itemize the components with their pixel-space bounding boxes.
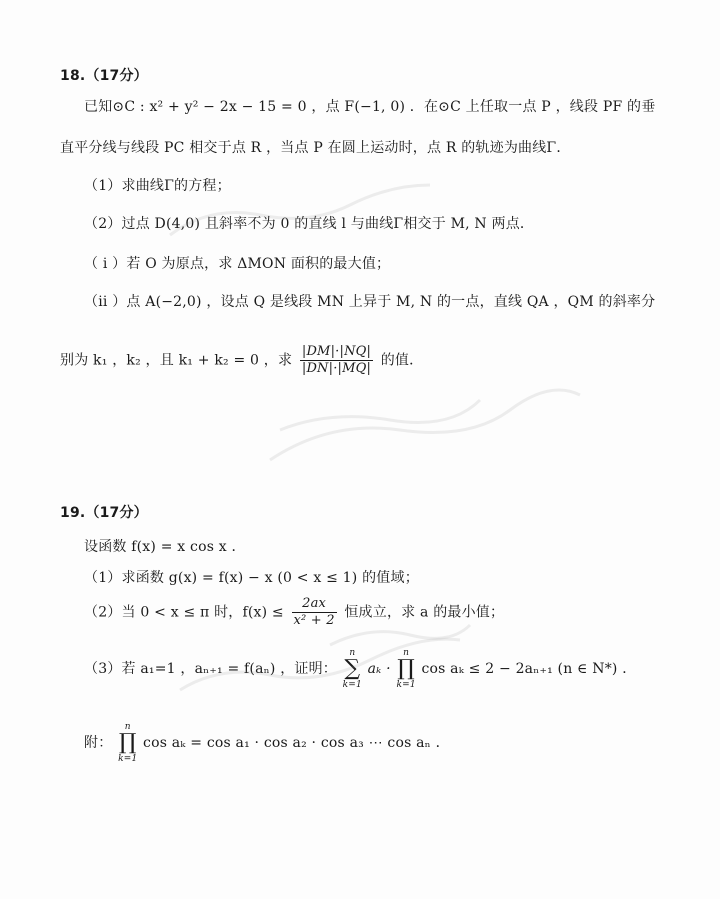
q19-part2-numerator: 2ax bbox=[292, 596, 337, 613]
q19-line1: 设函数 f(x) = x cos x ． bbox=[84, 539, 246, 555]
product-symbol: ∏ bbox=[397, 656, 415, 681]
product-lower-limit: k=1 bbox=[396, 680, 416, 690]
note-prefix: 附： bbox=[84, 735, 113, 751]
q19-header: 19.（17分） bbox=[60, 505, 148, 521]
q18-line2: 直平分线与线段 PC 相交于点 R ，当点 P 在圆上运动时，点 R 的轨迹为曲线Γ． bbox=[60, 140, 571, 156]
note-product-upper: n bbox=[124, 722, 131, 732]
q19-part2-denominator: x² + 2 bbox=[293, 613, 335, 628]
sum-upper-limit: n bbox=[349, 648, 356, 658]
note-product-operator bbox=[118, 722, 137, 764]
q19-part1: （1）求函数 g(x) = f(x) − x (0 < x ≤ 1) 的值域； bbox=[84, 570, 419, 586]
q19-part2-suffix: 恒成立，求 a 的最小值； bbox=[344, 604, 505, 621]
q18-cont-suffix: 的值． bbox=[380, 352, 424, 369]
q19-part2-fraction bbox=[292, 596, 337, 629]
q19-part3 bbox=[84, 648, 636, 690]
product-operator bbox=[396, 648, 415, 690]
q18-header: 18.（17分） bbox=[60, 68, 148, 84]
q19-part2-prefix: （2）当 0 < x ≤ π 时，f(x) ≤ bbox=[84, 604, 284, 621]
q18-ratio-fraction bbox=[300, 344, 373, 377]
sum-lower-limit: k=1 bbox=[342, 680, 362, 690]
q19-part3-suffix: cos aₖ ≤ 2 − 2aₙ₊₁ (n ∈ N*) ． bbox=[421, 661, 637, 677]
q19-part3-prefix: （3）若 a₁=1 ，aₙ₊₁ = f(aₙ) ，证明： bbox=[84, 661, 337, 677]
q18-part1: （1）求曲线Γ的方程； bbox=[84, 178, 231, 194]
q19-note bbox=[84, 722, 450, 764]
q18-frac-numerator: |DM|·|NQ| bbox=[301, 344, 372, 359]
note-product-symbol: ∏ bbox=[118, 730, 137, 755]
sum-symbol: ∑ bbox=[344, 656, 361, 681]
q18-cont-prefix: 别为 k₁ ，k₂ ，且 k₁ + k₂ = 0 ，求 bbox=[60, 352, 293, 369]
note-suffix: cos aₖ = cos a₁ · cos a₂ · cos a₃ ⋯ cos aₙ ． bbox=[143, 735, 450, 751]
sum-term: aₖ · bbox=[367, 661, 391, 677]
q18-frac-denominator: |DN|·|MQ| bbox=[301, 361, 372, 376]
q18-part2ii: （ii ）点 A(−2,0) ，设点 Q 是线段 MN 上异于 M, N 的一点，直线 QA ，QM 的斜率分 bbox=[84, 294, 656, 310]
q18-part2ii-cont bbox=[60, 344, 423, 377]
q18-part2: （2）过点 D(4,0) 且斜率不为 0 的直线 l 与曲线Γ相交于 M, N 两点． bbox=[84, 216, 535, 232]
note-product-lower: k=1 bbox=[118, 754, 138, 764]
q19-part2 bbox=[84, 596, 504, 629]
sum-operator bbox=[343, 648, 362, 690]
q18-line1: 已知⊙C : x² + y² − 2x − 15 = 0 ，点 F(−1, 0) ．在⊙C 上任取一点 P ，线段 PF 的垂 bbox=[84, 99, 656, 115]
q18-part2i: （ i ）若 O 为原点，求 ΔMON 面积的最大值； bbox=[84, 256, 391, 272]
product-upper-limit: n bbox=[403, 648, 410, 658]
